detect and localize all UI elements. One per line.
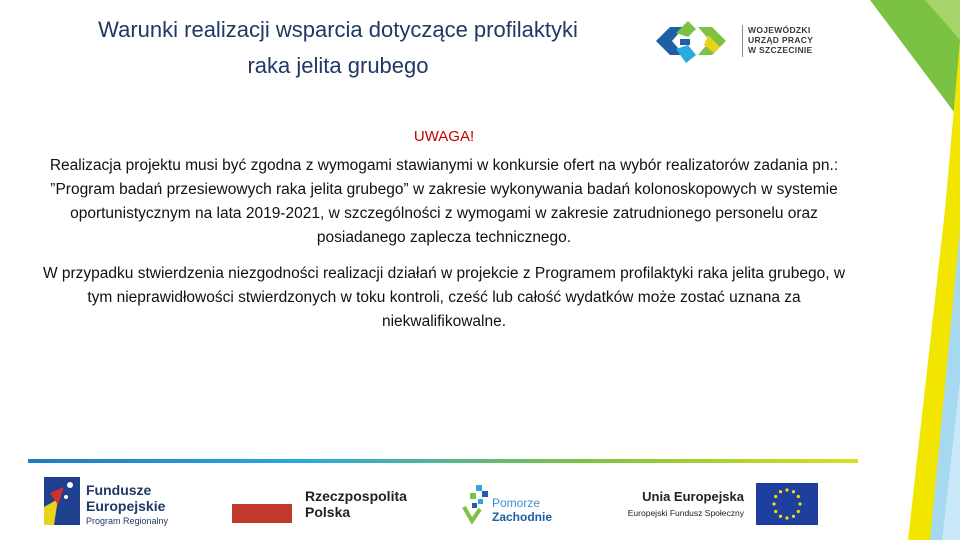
fe-line2: Europejskie (86, 498, 166, 514)
fe-sub: Program Regionalny (86, 516, 169, 526)
pz-line2: Zachodnie (492, 510, 553, 524)
wup-name-line2: URZĄD PRACY (748, 35, 814, 45)
fundusze-europejskie-icon (44, 477, 80, 525)
ue-sub: Europejski Fundusz Społeczny (627, 508, 744, 518)
pomorze-zachodnie-logo (492, 496, 552, 524)
polish-flag-icon (232, 485, 292, 504)
ue-line1: Unia Europejska (642, 489, 744, 504)
wup-divider (742, 25, 743, 57)
wup-name-line1: WOJEWÓDZKI (748, 25, 811, 35)
wup-logo-icon (650, 15, 740, 70)
fundusze-europejskie-logo (86, 482, 168, 528)
wup-name-line3: W SZCZECINIE (748, 45, 813, 55)
slide-title-line2: raka jelita grubego (247, 53, 429, 78)
footer-logos (0, 465, 960, 540)
rp-line2: Polska (305, 504, 351, 520)
polish-flag-red (232, 504, 292, 523)
footer-divider (28, 459, 858, 463)
rzeczpospolita-polska-logo (305, 488, 407, 520)
eu-flag-icon (756, 483, 818, 525)
wup-name (748, 25, 813, 55)
unia-europejska-logo (612, 489, 744, 521)
paragraph-2: W przypadku stwierdzenia niezgodności realizacji działań w projekcie z Programem profilaktyki raka jelita grubego, w tym nieprawidłowości stwierdzonych w toku kontroli, cześć lub całość wydatków może zostać uznana za niekwalifikowalne. (42, 265, 846, 330)
slide-title (30, 12, 646, 84)
wup-logo (650, 15, 850, 70)
right-decoration (850, 0, 960, 540)
rp-line1: Rzeczpospolita (305, 488, 407, 504)
content (38, 120, 850, 334)
fe-line1: Fundusze (86, 482, 152, 498)
pz-line1: Pomorze (492, 496, 541, 510)
slide-title-line1: Warunki realizacji wsparcia dotyczące profilaktyki (98, 17, 578, 42)
paragraph-1: Realizacja projektu musi być zgodna z wymogami stawianymi w konkursie ofert na wybór realizatorów zadania pn.: ”Program badań przesiewowych raka jelita grubego” w zakresie wykonywania badań kolonoskopowych w systemie oportunistycznym na lata 2019-2021, w szczególności z wymogami w zakresie zatrudnionego personelu oraz posiadanego zaplecza technicznego. (49, 157, 839, 246)
warning-heading: UWAGA! (413, 128, 475, 145)
pomorze-zachodnie-icon (462, 481, 492, 525)
